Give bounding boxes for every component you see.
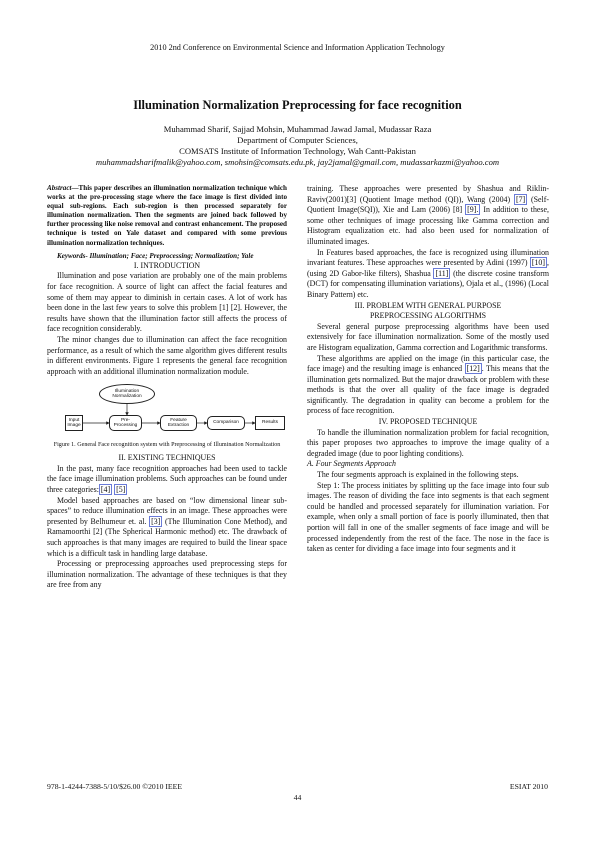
citation-11[interactable]: [11] — [435, 268, 449, 278]
feature-extraction-node: Feature Extraction — [160, 415, 197, 431]
right-paragraph-2 — [307, 248, 549, 301]
author-emails: muhammadsharifmalik@yahoo.com, smohsin@comsats.edu.pk, jay2jamal@gmail.com, mudassarkazmi@yahoo.com — [95, 157, 500, 167]
keywords: Keywords- Illumination; Face; Preprocessing; Normalization; Yale — [57, 251, 254, 260]
illumination-normalization-node: Illumination Normalization — [99, 384, 155, 404]
right-p1-text-a: training. These approaches were presented by Shashua and Riklin-Raviv(2001)[3] (Quotient Image method (QI)), Wang (2004) — [307, 184, 549, 204]
pre-processing-node: Pre-Processing — [109, 415, 142, 431]
section-heading-existing-techniques: II. EXISTING TECHNIQUES — [118, 453, 216, 463]
right-p2-text-b: , (using 2D Gabor-like filters), Shashua — [307, 258, 549, 278]
comparison-node: Comparison — [207, 416, 245, 430]
figure-1-diagram — [47, 383, 287, 439]
right-paragraph-1 — [307, 184, 549, 248]
subsection-heading-four-segments: A. Four Segments Approach — [307, 459, 396, 469]
abstract-text: —This paper describes an illumination normalization technique which works at the pre-processing stage where the face image is first divided into equal sub-regions. Each sub-region is then processed separately for illumination normalization. Then the segments are joined back followed by further processing like noise removal and contrast enhancement. The proposed technique is tested on Yale dataset and compared with some previous illumination normalization techniques. — [47, 184, 287, 247]
existing-p1-text: In the past, many face recognition approaches had been used to tackle the face image illumination problems. Such approaches can be found under three categories: — [47, 463, 287, 495]
results-node: Results — [255, 416, 285, 430]
paper-title: Illumination Normalization Preprocessing for face recognition — [133, 98, 462, 112]
citation-7[interactable]: [7] — [515, 194, 526, 204]
right-p1-text-b: (Self-Quotient Image(SQI)), Xie and Lam (2006) [8] — [307, 194, 549, 215]
footer-isbn: 978-1-4244-7388-5/10/$26.00 ©2010 IEEE — [47, 782, 183, 791]
section-heading-problem — [307, 301, 549, 322]
right-p4-text-b: . This means that the illumination gets normalized. But the major drawback or problem with these methods is that the over all quality of the face image is degraded significantly. The degradation in quality can become a problem for the process of face recognition. — [307, 364, 549, 416]
conference-header: 2010 2nd Conference on Environmental Science and Information Application Technology — [150, 43, 445, 52]
author-block — [0, 124, 595, 168]
citation-3[interactable]: [3] — [151, 516, 161, 526]
department: Department of Computer Sciences, — [237, 135, 358, 145]
existing-p2-text-b: (The Illumination Cone Method), and Ramamoorthi [2] (The Spherical Harmonic method) etc. The drawback of such approaches is that many images are required to build the linear space which is a difficult task in handling large database. — [47, 516, 287, 558]
section-heading-introduction: I. INTRODUCTION — [133, 260, 201, 270]
existing-paragraph-3: Processing or preprocessing approaches used preprocessing steps for illumination normalization. The advantage of these techniques is that they are free from any — [47, 559, 287, 590]
author-names: Muhammad Sharif, Sajjad Mohsin, Muhammad Jawad Jamal, Mudassar Raza — [163, 124, 432, 134]
right-paragraph-3: Several general purpose preprocessing algorithms have been used extensively for face illumination normalization. Some of the mostly used are Histogram equalization, Gamma correction and Logarithmic transforms. — [307, 321, 549, 352]
right-column — [307, 184, 549, 555]
citation-9[interactable]: [9]. — [467, 205, 479, 215]
citation-12[interactable]: [12] — [466, 364, 480, 374]
existing-paragraph-2 — [47, 496, 287, 560]
intro-paragraph-1: Illumination and pose variation are probably one of the main problems for face recognition. A source of light can affect the facial features and some of them may appear to diminish in certain cases. A lot of work has been done in the last few years to solve this problem [1] [2]. However, the results have shown that the illumination factor still affects the process of face recognition considerably. — [47, 271, 287, 334]
right-p4-text-a: These algorithms are applied on the image (in this particular case, the face image) and the resulting image is enhanced — [307, 353, 549, 374]
left-column — [47, 184, 287, 591]
page-number: 44 — [293, 793, 302, 802]
citation-10[interactable]: [10] — [531, 258, 546, 268]
section-heading-problem-line-1: III. PROBLEM WITH GENERAL PURPOSE — [354, 300, 502, 310]
citation-4[interactable]: [4] — [100, 485, 111, 495]
section-heading-problem-line-2: PREPROCESSING ALGORITHMS — [370, 311, 486, 321]
section-heading-proposed: IV. PROPOSED TECHNIQUE — [378, 417, 478, 427]
right-p2-text-c: (the discrete cosine transform (DCT) for compensating illumination variations), Ojala et al., (1996) (Local Binary Pattern) etc. — [307, 268, 550, 299]
input-image-node: Input Image — [65, 415, 83, 431]
figure-1-caption: Figure 1. General Face recognition system with Preprocessing of Illumination Normalization — [53, 442, 281, 449]
institute: COMSATS Institute of Information Technology, Wah Cantt-Pakistan — [179, 146, 416, 156]
right-paragraph-7: Step 1: The process initiates by splitting up the face image into four sub images. The reason of dividing the face into segments is that each segment could be handled and processed separately for illumination variation. For example, when only a small portion of face is poorly illuminated, then that portion will fall in one of the smaller segments of face image and will be processed independently from the rest of the face. The nose in the face is taken as center for dividing a face image into four segments and it — [307, 480, 549, 554]
right-p1-text-c: In addition to these, some other techniques of image processing like Gamma correction and Histogram equalization etc. had also been used for normalization of illuminated images. — [307, 205, 549, 246]
footer-venue: ESIAT 2010 — [509, 782, 548, 791]
right-p2-text-a: In Features based approaches, the face is recognized using illumination invariant features. These approaches were presented by Adini (1997) — [307, 247, 549, 268]
intro-paragraph-2: The minor changes due to illumination can affect the face recognition performance, as a result of which the same algorithm gives different results in different environments. Figure 1 represents the general face recognition approach with an additional illumination normalization module. — [47, 334, 287, 376]
existing-paragraph-1 — [47, 464, 287, 496]
right-paragraph-6: The four segments approach is explained in the following steps. — [317, 470, 519, 480]
abstract-lead: Abstract — [47, 184, 72, 192]
right-paragraph-4 — [307, 354, 549, 418]
abstract — [47, 184, 287, 248]
right-paragraph-5: To handle the illumination normalization problem for facial recognition, this paper proposes two approaches to improve the image quality of a degraded image (due to poor lighting conditions). — [307, 427, 549, 458]
existing-p2-text-a: Model based approaches are based on “low dimensional linear sub-spaces” to reduce illumination effects in an image. These approaches were presented by Belhumeur et. al. — [47, 495, 287, 526]
citation-5[interactable]: [5] — [116, 485, 126, 495]
